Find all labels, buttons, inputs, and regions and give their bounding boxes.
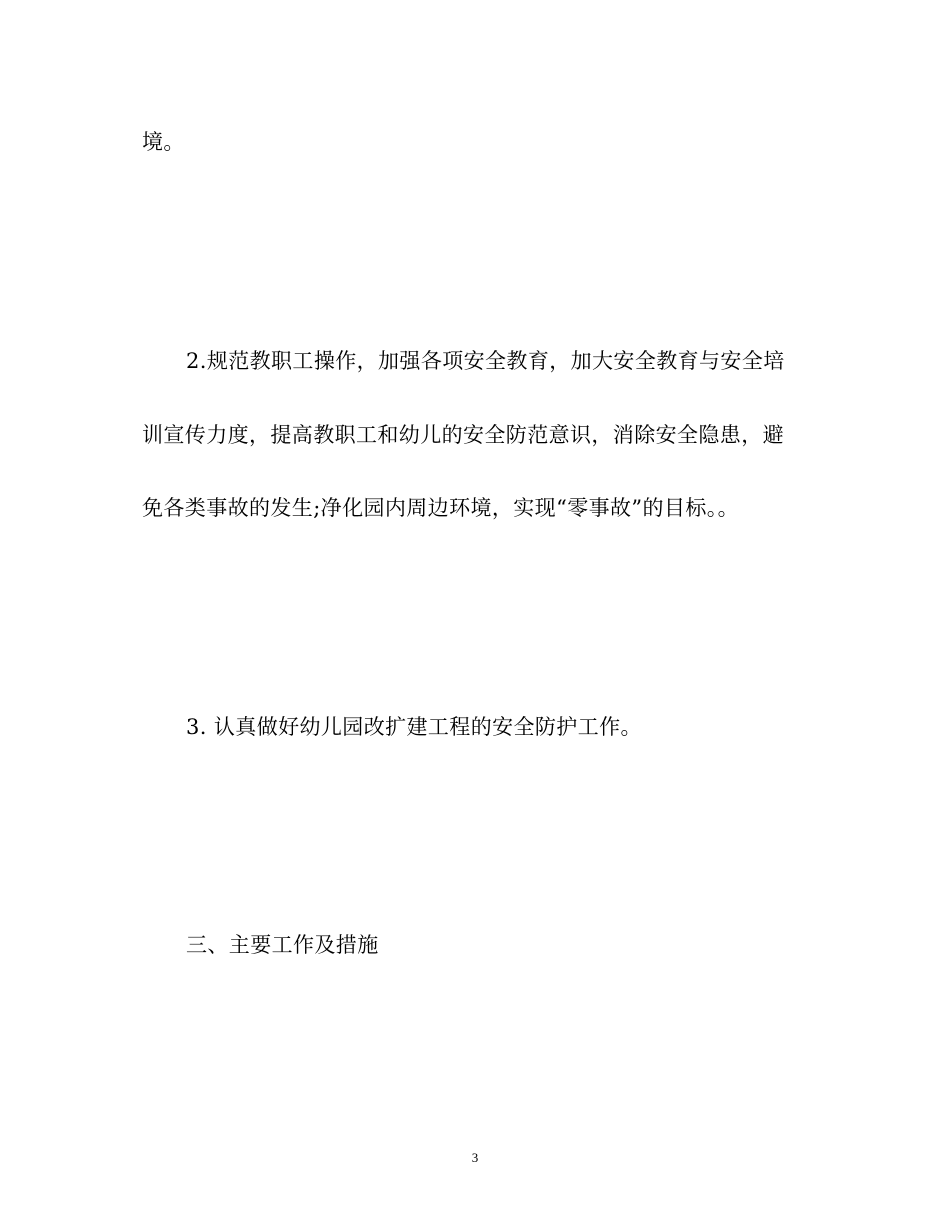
paragraph-2-line-1: 2.规范教职工操作，加强各项安全教育，加大安全教育与安全培 [186, 349, 785, 373]
paragraph-2-line-2: 训宣传力度，提高教职工和幼儿的安全防范意识，消除安全隐患，避 [142, 423, 784, 447]
continuation-line: 境。 [142, 130, 185, 154]
paragraph-2-line-3: 免各类事故的发生;净化园内周边环境，实现“零事故”的目标。。 [142, 496, 740, 520]
paragraph-3: 3. 认真做好幼儿园改扩建工程的安全防护工作。 [186, 715, 642, 739]
page-number: 3 [471, 1150, 479, 1165]
section-heading: 三、主要工作及措施 [186, 933, 379, 957]
